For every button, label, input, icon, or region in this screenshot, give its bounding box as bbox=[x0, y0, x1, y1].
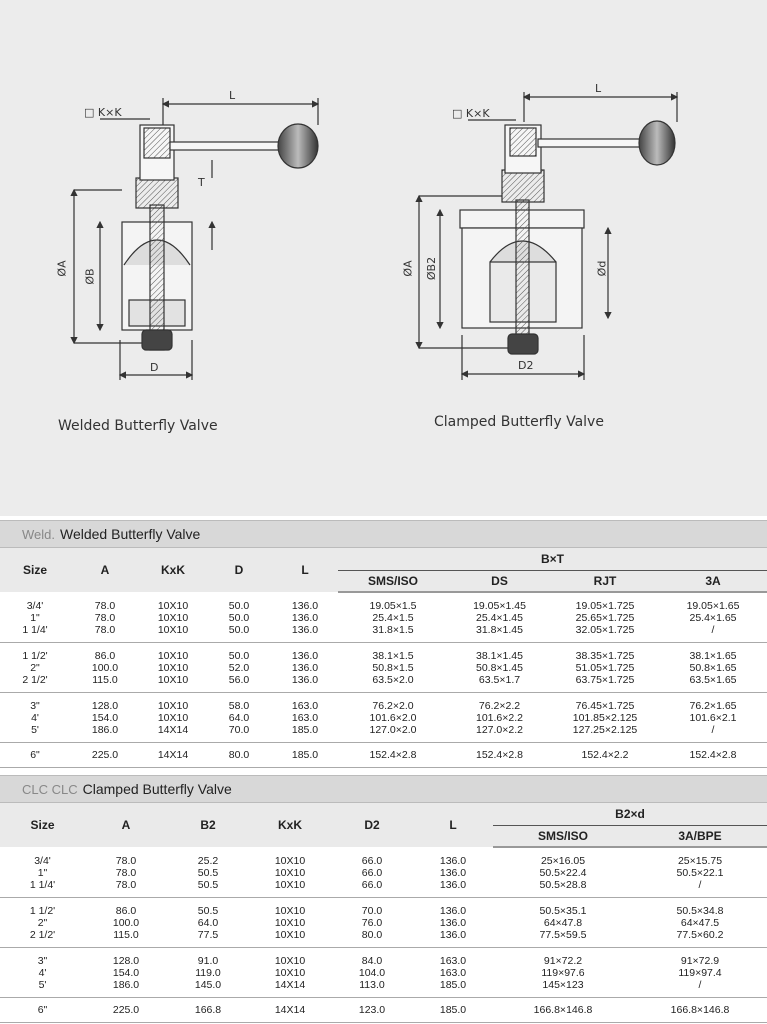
dim-t-welded: T bbox=[198, 176, 205, 189]
table-cell: 166.8×146.8 bbox=[493, 998, 633, 1023]
table-cell: 163.0 bbox=[439, 955, 467, 967]
table-cell: 136.0 bbox=[291, 650, 319, 662]
welded-header-3a: 3A bbox=[659, 570, 767, 592]
table-row bbox=[0, 948, 767, 968]
table-cell: 66.0 bbox=[331, 879, 413, 898]
table-cell: 19.05×1.5 bbox=[369, 600, 417, 612]
clamped-spec-table bbox=[0, 803, 767, 1023]
table-cell: 50.0 bbox=[206, 624, 272, 643]
table-cell: 25×16.05 bbox=[540, 855, 586, 867]
table-cell: 78.0 bbox=[85, 879, 167, 898]
table-cell: / bbox=[633, 879, 767, 898]
table-cell: 100.0 bbox=[112, 917, 140, 929]
table-cell: 80.0 bbox=[206, 743, 272, 768]
table-cell: 186.0 bbox=[85, 979, 167, 998]
table-cell: 10X10 bbox=[274, 905, 306, 917]
table-cell: 136.0 bbox=[291, 612, 319, 624]
table-cell: 70.0 bbox=[361, 905, 383, 917]
clamped-title-text: Clamped Butterfly Valve bbox=[82, 781, 232, 797]
table-cell: 86.0 bbox=[94, 650, 116, 662]
table-cell: 51.05×1.725 bbox=[575, 662, 635, 674]
table-cell: 6" bbox=[0, 998, 85, 1023]
table-cell: 136.0 bbox=[439, 905, 467, 917]
dim-kxk-welded: □ K×K bbox=[84, 106, 122, 119]
table-row bbox=[0, 979, 767, 998]
table-cell: 78.0 bbox=[94, 612, 116, 624]
table-cell: 119×97.6 bbox=[541, 967, 585, 979]
table-cell: 136.0 bbox=[291, 662, 319, 674]
table-cell: 186.0 bbox=[70, 724, 140, 743]
table-cell: 91.0 bbox=[197, 955, 219, 967]
table-cell: 166.8×146.8 bbox=[633, 998, 767, 1023]
clamped-ghost-prefix: CLC CLC bbox=[22, 781, 78, 797]
welded-header-rjt: RJT bbox=[551, 570, 659, 592]
table-cell: 77.5 bbox=[167, 929, 249, 948]
table-cell: 101.6×2.0 bbox=[369, 712, 417, 724]
table-cell: 1 1/2' bbox=[22, 650, 48, 662]
table-cell: 50.0 bbox=[228, 612, 250, 624]
table-row bbox=[0, 643, 767, 663]
table-cell: 136.0 bbox=[272, 674, 338, 693]
table-cell: 19.05×1.45 bbox=[473, 600, 526, 612]
table-cell: 145.0 bbox=[167, 979, 249, 998]
table-cell: 115.0 bbox=[85, 929, 167, 948]
table-cell: 136.0 bbox=[439, 867, 467, 879]
table-cell: / bbox=[633, 979, 767, 998]
table-cell: 136.0 bbox=[439, 854, 467, 867]
table-cell: 25.4×1.5 bbox=[372, 612, 414, 624]
table-cell: 10X10 bbox=[274, 917, 306, 929]
dim-b-welded: ØB bbox=[83, 268, 97, 285]
table-cell: 50.5×34.8 bbox=[676, 905, 724, 917]
table-cell: 154.0 bbox=[112, 967, 140, 979]
clamped-header-sms: SMS/ISO bbox=[493, 825, 633, 847]
table-cell: 25.2 bbox=[197, 854, 219, 867]
clamped-table-body bbox=[0, 847, 767, 1023]
table-row bbox=[0, 693, 767, 713]
table-cell: 10X10 bbox=[157, 650, 189, 662]
table-cell: 4' bbox=[38, 967, 47, 979]
table-cell: 1" bbox=[37, 867, 48, 879]
table-cell: 152.4×2.2 bbox=[551, 743, 659, 768]
table-cell: 14X14 bbox=[249, 979, 331, 998]
table-cell: 10X10 bbox=[140, 624, 206, 643]
table-cell: 64.0 bbox=[197, 917, 219, 929]
table-cell: 152.4×2.8 bbox=[659, 743, 767, 768]
table-cell: 70.0 bbox=[206, 724, 272, 743]
table-cell: 1 1/4' bbox=[0, 879, 85, 898]
table-cell: 185.0 bbox=[413, 998, 493, 1023]
table-cell: 63.5×1.7 bbox=[448, 674, 551, 693]
table-cell: 5' bbox=[0, 724, 70, 743]
table-cell: 128.0 bbox=[91, 700, 119, 712]
table-cell: 56.0 bbox=[206, 674, 272, 693]
table-cell: 136.0 bbox=[413, 929, 493, 948]
dim-d2-clamped: D2 bbox=[518, 359, 534, 372]
table-cell: 91×72.2 bbox=[543, 955, 583, 967]
table-cell: 1 1/4' bbox=[0, 624, 70, 643]
table-cell: 123.0 bbox=[331, 998, 413, 1023]
table-cell: 115.0 bbox=[70, 674, 140, 693]
welded-header-d: D bbox=[206, 548, 272, 592]
table-cell: 154.0 bbox=[91, 712, 119, 724]
table-cell: 136.0 bbox=[413, 879, 493, 898]
table-cell: 38.35×1.725 bbox=[575, 650, 635, 662]
table-cell: 86.0 bbox=[115, 905, 137, 917]
table-cell: 50.0 bbox=[228, 599, 250, 612]
table-cell: 25.4×1.45 bbox=[475, 612, 523, 624]
caption-clamped: Clamped Butterfly Valve bbox=[434, 414, 604, 430]
table-row bbox=[0, 724, 767, 743]
table-cell: 6" bbox=[0, 743, 70, 768]
table-cell: 50.5×28.8 bbox=[493, 879, 633, 898]
table-cell: 63.5×1.65 bbox=[659, 674, 767, 693]
table-cell: 5' bbox=[0, 979, 85, 998]
welded-spec-table bbox=[0, 548, 767, 768]
table-cell: 101.6×2.1 bbox=[689, 712, 737, 724]
table-row bbox=[0, 929, 767, 948]
table-cell: 31.8×1.5 bbox=[338, 624, 448, 643]
table-row bbox=[0, 624, 767, 643]
table-cell: 78.0 bbox=[70, 624, 140, 643]
clamped-header-3abpe: 3A/BPE bbox=[633, 825, 767, 847]
table-cell: / bbox=[659, 624, 767, 643]
table-cell: 145×123 bbox=[493, 979, 633, 998]
table-cell: / bbox=[659, 724, 767, 743]
welded-title-text: Welded Butterfly Valve bbox=[60, 526, 201, 542]
table-row bbox=[0, 743, 767, 768]
table-cell: 50.5×22.1 bbox=[676, 867, 724, 879]
dim-a-welded: ØA bbox=[55, 260, 69, 277]
dim-l-clamped: L bbox=[595, 82, 602, 95]
table-cell: 91×72.9 bbox=[680, 955, 720, 967]
table-cell: 2 1/2' bbox=[0, 929, 85, 948]
table-cell: 185.0 bbox=[272, 743, 338, 768]
table-cell: 50.0 bbox=[228, 650, 250, 662]
table-cell: 64×47.5 bbox=[680, 917, 720, 929]
table-cell: 32.05×1.725 bbox=[551, 624, 659, 643]
clamped-header-l: L bbox=[413, 803, 493, 847]
clamped-header-kxk: KxK bbox=[249, 803, 331, 847]
dim-kxk-clamped: □ K×K bbox=[452, 107, 490, 120]
table-cell: 152.4×2.8 bbox=[448, 743, 551, 768]
table-cell: 127.0×2.2 bbox=[448, 724, 551, 743]
table-cell: 50.8×1.45 bbox=[475, 662, 523, 674]
table-cell: 25.65×1.725 bbox=[575, 612, 635, 624]
table-cell: 14X14 bbox=[140, 743, 206, 768]
table-cell: 225.0 bbox=[70, 743, 140, 768]
welded-header-a: A bbox=[70, 548, 140, 592]
table-cell: 25.4×1.65 bbox=[689, 612, 737, 624]
table-cell: 84.0 bbox=[361, 955, 383, 967]
table-cell: 66.0 bbox=[361, 854, 383, 867]
welded-header-bxt: B×T bbox=[338, 548, 767, 570]
table-cell: 128.0 bbox=[112, 955, 140, 967]
table-cell: 25×15.75 bbox=[677, 855, 723, 867]
table-row bbox=[0, 998, 767, 1023]
table-cell: 3/4' bbox=[34, 854, 51, 867]
welded-valve-drawing bbox=[74, 98, 318, 380]
dim-d-clamped: Ød bbox=[595, 260, 609, 277]
clamped-header-d2: D2 bbox=[331, 803, 413, 847]
table-cell: 3" bbox=[37, 955, 48, 967]
table-cell: 78.0 bbox=[115, 854, 137, 867]
table-cell: 113.0 bbox=[331, 979, 413, 998]
clamped-header-size: Size bbox=[0, 803, 85, 847]
table-cell: 31.8×1.45 bbox=[448, 624, 551, 643]
dim-l-welded: L bbox=[229, 89, 236, 102]
table-cell: 1 1/2' bbox=[29, 905, 56, 917]
table-cell: 77.5×59.5 bbox=[493, 929, 633, 948]
caption-welded: Welded Butterfly Valve bbox=[58, 418, 218, 434]
table-cell: 80.0 bbox=[331, 929, 413, 948]
table-cell: 38.1×1.45 bbox=[475, 650, 523, 662]
table-cell: 10X10 bbox=[157, 599, 189, 612]
table-cell: 163.0 bbox=[439, 967, 467, 979]
clamped-valve-drawing bbox=[419, 92, 677, 380]
table-cell: 104.0 bbox=[358, 967, 386, 979]
table-cell: 101.85×2.125 bbox=[572, 712, 638, 724]
table-cell: 127.25×2.125 bbox=[551, 724, 659, 743]
table-cell: 10X10 bbox=[140, 674, 206, 693]
table-cell: 2" bbox=[37, 917, 48, 929]
table-cell: 10X10 bbox=[274, 955, 306, 967]
table-row bbox=[0, 592, 767, 612]
table-cell: 50.8×1.65 bbox=[689, 662, 737, 674]
welded-header-sms: SMS/ISO bbox=[338, 570, 448, 592]
table-cell: 136.0 bbox=[272, 624, 338, 643]
clamped-header-b2xd: B2×d bbox=[493, 803, 767, 825]
table-cell: 50.5 bbox=[197, 867, 219, 879]
table-row bbox=[0, 898, 767, 918]
table-cell: 136.0 bbox=[439, 917, 467, 929]
table-cell: 2" bbox=[30, 662, 40, 674]
table-cell: 10X10 bbox=[157, 612, 189, 624]
table-cell: 50.8×1.5 bbox=[372, 662, 414, 674]
table-cell: 64×47.8 bbox=[543, 917, 583, 929]
table-cell: 14X14 bbox=[249, 998, 331, 1023]
welded-ghost-prefix: Weld. bbox=[22, 526, 55, 542]
clamped-header-b2: B2 bbox=[167, 803, 249, 847]
table-cell: 10X10 bbox=[157, 700, 189, 712]
table-cell: 10X10 bbox=[157, 662, 189, 674]
table-cell: 38.1×1.65 bbox=[689, 650, 737, 662]
clamped-header-a: A bbox=[85, 803, 167, 847]
table-cell: 3/4' bbox=[26, 599, 44, 612]
clamped-section-title bbox=[0, 775, 767, 803]
table-row bbox=[0, 847, 767, 867]
table-cell: 14X14 bbox=[140, 724, 206, 743]
table-cell: 19.05×1.725 bbox=[575, 600, 635, 612]
table-cell: 63.5×2.0 bbox=[338, 674, 448, 693]
welded-table-body bbox=[0, 592, 767, 768]
welded-header-kxk: KxK bbox=[140, 548, 206, 592]
table-cell: 225.0 bbox=[85, 998, 167, 1023]
table-cell: 10X10 bbox=[274, 854, 306, 867]
table-cell: 10X10 bbox=[274, 867, 306, 879]
table-cell: 185.0 bbox=[413, 979, 493, 998]
table-cell: 10X10 bbox=[249, 879, 331, 898]
table-cell: 100.0 bbox=[91, 662, 119, 674]
table-row bbox=[0, 674, 767, 693]
table-cell: 1" bbox=[30, 612, 40, 624]
table-cell: 76.2×2.2 bbox=[478, 700, 521, 712]
table-cell: 76.2×1.65 bbox=[689, 700, 737, 712]
dim-b2-clamped: ØB2 bbox=[425, 256, 439, 281]
table-cell: 166.8 bbox=[167, 998, 249, 1023]
dim-a-clamped: ØA bbox=[401, 260, 415, 277]
table-row bbox=[0, 712, 767, 724]
table-cell: 77.5×60.2 bbox=[633, 929, 767, 948]
table-cell: 3" bbox=[30, 700, 40, 712]
table-cell: 152.4×2.8 bbox=[338, 743, 448, 768]
dim-d-welded: D bbox=[150, 361, 159, 374]
table-cell: 58.0 bbox=[228, 700, 250, 712]
table-cell: 66.0 bbox=[361, 867, 383, 879]
table-cell: 76.45×1.725 bbox=[575, 700, 635, 712]
welded-header-size: Size bbox=[0, 548, 70, 592]
table-row bbox=[0, 917, 767, 929]
table-cell: 78.0 bbox=[115, 867, 137, 879]
table-cell: 76.2×2.0 bbox=[372, 700, 414, 712]
table-cell: 50.5×35.1 bbox=[539, 905, 587, 917]
table-row bbox=[0, 879, 767, 898]
table-cell: 119×97.4 bbox=[678, 967, 722, 979]
welded-header-l: L bbox=[272, 548, 338, 592]
table-cell: 63.75×1.725 bbox=[551, 674, 659, 693]
table-cell: 4' bbox=[31, 712, 39, 724]
table-cell: 50.5 bbox=[167, 879, 249, 898]
welded-section-title bbox=[0, 520, 767, 548]
table-cell: 10X10 bbox=[249, 929, 331, 948]
table-cell: 127.0×2.0 bbox=[338, 724, 448, 743]
table-cell: 163.0 bbox=[291, 700, 319, 712]
table-row bbox=[0, 612, 767, 624]
table-cell: 38.1×1.5 bbox=[372, 650, 414, 662]
table-cell: 19.05×1.65 bbox=[686, 600, 740, 612]
table-cell: 163.0 bbox=[291, 712, 319, 724]
table-cell: 101.6×2.2 bbox=[475, 712, 523, 724]
table-cell: 50.5 bbox=[197, 905, 219, 917]
table-cell: 2 1/2' bbox=[0, 674, 70, 693]
table-cell: 76.0 bbox=[361, 917, 383, 929]
table-cell: 52.0 bbox=[228, 662, 250, 674]
table-cell: 10X10 bbox=[274, 967, 306, 979]
table-cell: 64.0 bbox=[228, 712, 250, 724]
table-cell: 78.0 bbox=[94, 599, 116, 612]
table-cell: 10X10 bbox=[157, 712, 189, 724]
table-row bbox=[0, 867, 767, 879]
table-cell: 185.0 bbox=[272, 724, 338, 743]
table-cell: 50.5×22.4 bbox=[539, 867, 587, 879]
table-cell: 136.0 bbox=[291, 599, 319, 612]
welded-header-ds: DS bbox=[448, 570, 551, 592]
table-row bbox=[0, 967, 767, 979]
table-row bbox=[0, 662, 767, 674]
table-cell: 119.0 bbox=[195, 967, 221, 979]
